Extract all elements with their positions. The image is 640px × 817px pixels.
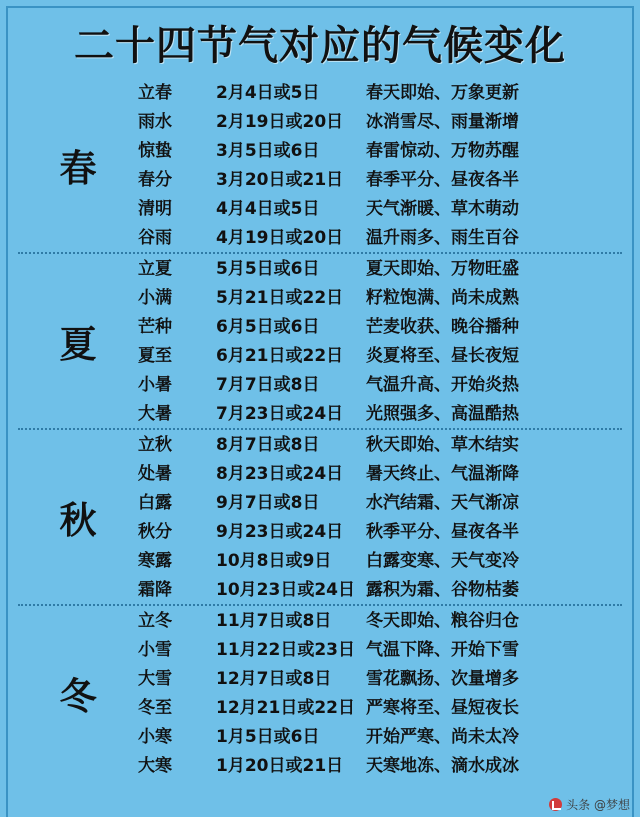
term-description: 气温升高、开始炎热	[366, 375, 519, 395]
term-date: 10月8日或9日	[216, 551, 332, 571]
term-name: 惊蛰	[138, 141, 172, 161]
season-label: 夏	[59, 323, 97, 366]
table-row	[138, 488, 622, 517]
term-name: 小雪	[138, 640, 172, 660]
term-date: 9月23日或24日	[216, 522, 344, 542]
table-row	[138, 664, 622, 693]
season-label: 秋	[59, 499, 97, 542]
term-description: 冬天即始、粮谷归仓	[366, 611, 519, 631]
term-description: 夏天即始、万物旺盛	[366, 259, 519, 279]
season-block-autumn	[18, 428, 622, 604]
table-row	[138, 546, 622, 575]
term-date: 2月19日或20日	[216, 112, 344, 132]
term-description: 水汽结霜、天气渐凉	[366, 493, 519, 513]
season-label: 春	[59, 147, 97, 190]
term-date: 10月23日或24日	[216, 580, 355, 600]
term-name: 大寒	[138, 756, 172, 776]
term-name: 大暑	[138, 404, 172, 424]
watermark-text: 头条 @梦想	[566, 798, 630, 812]
table-row	[138, 341, 622, 370]
term-description: 暑天终止、气温渐降	[366, 464, 519, 484]
term-description: 冰消雪尽、雨量渐增	[366, 112, 519, 132]
table-row	[138, 283, 622, 312]
term-description: 雪花飘扬、次量增多	[366, 669, 519, 689]
term-name: 春分	[138, 170, 172, 190]
table-row	[138, 399, 622, 428]
term-name: 立秋	[138, 435, 172, 455]
term-date: 6月21日或22日	[216, 346, 344, 366]
term-name: 清明	[138, 199, 172, 219]
table-row	[138, 165, 622, 194]
table-row	[138, 107, 622, 136]
season-block-winter	[18, 604, 622, 780]
term-date: 12月21日或22日	[216, 698, 355, 718]
term-name: 冬至	[138, 698, 172, 718]
term-date: 8月7日或8日	[216, 435, 320, 455]
term-description: 气温下降、开始下雪	[366, 640, 519, 660]
table-row	[138, 693, 622, 722]
table-row	[138, 635, 622, 664]
table-row	[138, 606, 622, 635]
term-description: 光照强多、高温酷热	[366, 404, 519, 424]
term-name: 小满	[138, 288, 172, 308]
term-name: 立夏	[138, 259, 172, 279]
table-row	[138, 312, 622, 341]
term-name: 小暑	[138, 375, 172, 395]
term-date: 3月5日或6日	[216, 141, 320, 161]
term-description: 开始严寒、尚未太冷	[366, 727, 519, 747]
table-row	[138, 254, 622, 283]
term-name: 谷雨	[138, 228, 172, 248]
table-row	[138, 575, 622, 604]
term-date: 3月20日或21日	[216, 170, 344, 190]
term-description: 籽粒饱满、尚未成熟	[366, 288, 519, 308]
term-name: 大雪	[138, 669, 172, 689]
season-rows	[138, 254, 622, 428]
season-label: 冬	[59, 675, 97, 718]
table-row	[138, 194, 622, 223]
page-title-container	[0, 0, 640, 78]
season-rows	[138, 430, 622, 604]
term-name: 寒露	[138, 551, 172, 571]
table-row	[138, 223, 622, 252]
term-name: 小寒	[138, 727, 172, 747]
term-description: 春雷惊动、万物苏醒	[366, 141, 519, 161]
table-row	[138, 722, 622, 751]
table-row	[138, 430, 622, 459]
term-name: 秋分	[138, 522, 172, 542]
term-description: 温升雨多、雨生百谷	[366, 228, 519, 248]
term-date: 1月5日或6日	[216, 727, 320, 747]
toutiao-logo-icon	[549, 798, 562, 811]
term-description: 春天即始、万象更新	[366, 83, 519, 103]
term-description: 秋季平分、昼夜各半	[366, 522, 519, 542]
term-date: 11月7日或8日	[216, 611, 332, 631]
term-name: 雨水	[138, 112, 172, 132]
term-date: 4月4日或5日	[216, 199, 320, 219]
table-row	[138, 751, 622, 780]
solar-terms-table	[0, 78, 640, 780]
term-description: 炎夏将至、昼长夜短	[366, 346, 519, 366]
term-description: 秋天即始、草木结实	[366, 435, 519, 455]
term-description: 白露变寒、天气变冷	[366, 551, 519, 571]
term-date: 1月20日或21日	[216, 756, 344, 776]
term-name: 白露	[138, 493, 172, 513]
table-row	[138, 136, 622, 165]
term-description: 天气渐暖、草木萌动	[366, 199, 519, 219]
watermark	[549, 796, 630, 813]
table-row	[138, 370, 622, 399]
term-date: 4月19日或20日	[216, 228, 344, 248]
term-date: 6月5日或6日	[216, 317, 320, 337]
term-name: 立春	[138, 83, 172, 103]
season-block-summer	[18, 252, 622, 428]
term-date: 2月4日或5日	[216, 83, 320, 103]
term-name: 霜降	[138, 580, 172, 600]
season-rows	[138, 78, 622, 252]
term-description: 芒麦收获、晚谷播种	[366, 317, 519, 337]
term-description: 严寒将至、昼短夜长	[366, 698, 519, 718]
table-row	[138, 517, 622, 546]
term-date: 5月5日或6日	[216, 259, 320, 279]
term-date: 5月21日或22日	[216, 288, 344, 308]
term-name: 处暑	[138, 464, 172, 484]
term-date: 7月23日或24日	[216, 404, 344, 424]
term-description: 露积为霜、谷物枯萎	[366, 580, 519, 600]
term-description: 春季平分、昼夜各半	[366, 170, 519, 190]
page-title: 二十四节气对应的气候变化	[74, 23, 566, 69]
table-row	[138, 459, 622, 488]
term-date: 8月23日或24日	[216, 464, 344, 484]
term-name: 夏至	[138, 346, 172, 366]
term-date: 7月7日或8日	[216, 375, 320, 395]
season-rows	[138, 606, 622, 780]
term-date: 11月22日或23日	[216, 640, 355, 660]
season-block-spring	[18, 78, 622, 252]
term-date: 12月7日或8日	[216, 669, 332, 689]
table-row	[138, 78, 622, 107]
term-name: 芒种	[138, 317, 172, 337]
term-name: 立冬	[138, 611, 172, 631]
term-date: 9月7日或8日	[216, 493, 320, 513]
term-description: 天寒地冻、滴水成冰	[366, 756, 519, 776]
